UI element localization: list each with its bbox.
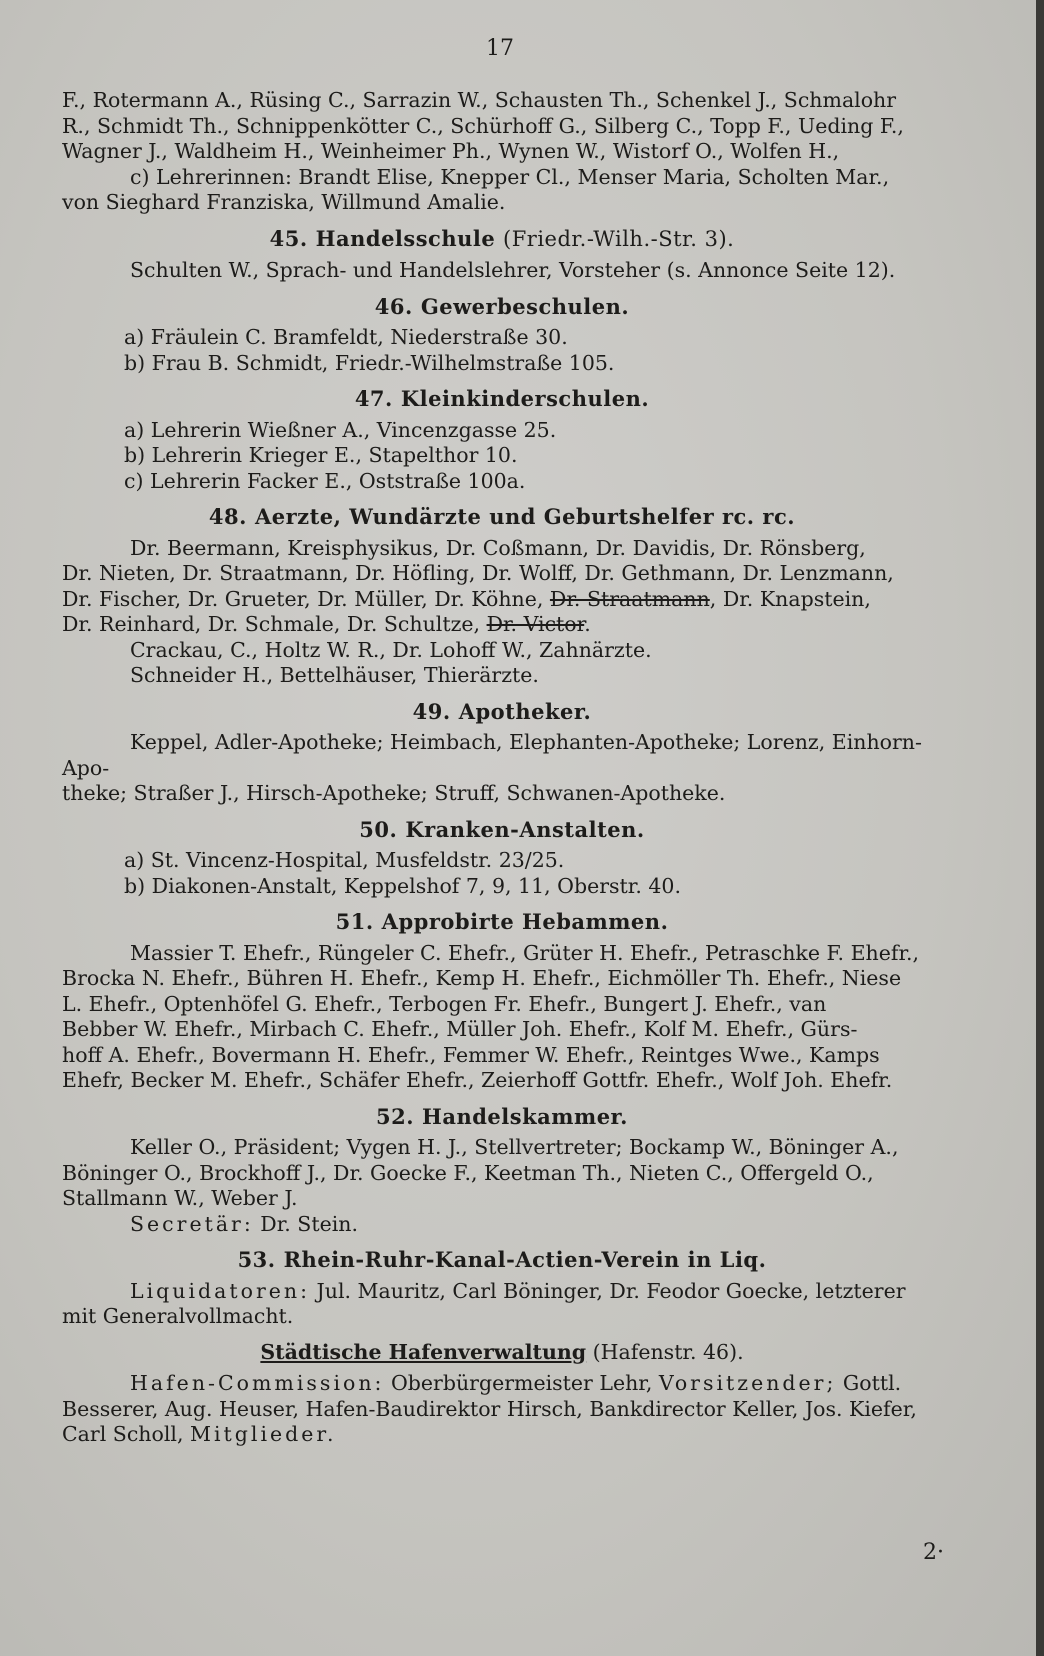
- text-line: [62, 1212, 942, 1238]
- text-line: [62, 1371, 942, 1397]
- section-number: 51.: [335, 909, 374, 934]
- commission-label: Hafen-Commission:: [130, 1371, 385, 1395]
- section-number: 45.: [269, 225, 308, 251]
- role-label: Mitglieder.: [190, 1422, 337, 1446]
- list-item: c) Lehrerin Facker E., Oststraße 100a.: [124, 468, 526, 493]
- section-heading-48: [62, 504, 942, 530]
- text-line: c) Lehrerinnen: Brandt Elise, Knepper Cl., Menser Maria, Scholten Mar.,: [130, 164, 890, 189]
- text-segment: .: [584, 612, 591, 636]
- struck-out-text: Dr. Victor: [486, 612, 585, 636]
- text-line: Bebber W. Ehefr., Mirbach C. Ehefr., Müller Joh. Ehefr., Kolf M. Ehefr., Gürs-: [62, 1017, 858, 1041]
- text-line: Dr. Nieten, Dr. Straatmann, Dr. Höfling, Dr. Wolff, Dr. Gethmann, Dr. Lenzmann,: [62, 561, 894, 585]
- text-line: [62, 612, 942, 638]
- text-segment: Jul. Mauritz, Carl Böninger, Dr. Feodor Goecke, letzterer: [310, 1278, 906, 1303]
- text-line: Keller O., Präsident; Vygen H. J., Stellvertreter; Bockamp W., Böninger A.,: [130, 1135, 899, 1159]
- secretary-label: Secretär:: [130, 1211, 254, 1236]
- text-line: [62, 1422, 942, 1448]
- section-heading-hafenverwaltung: [62, 1340, 942, 1366]
- text-line: Stallmann W., Weber J.: [62, 1186, 298, 1210]
- text-line: Dr. Beermann, Kreisphysikus, Dr. Coßmann, Dr. Davidis, Dr. Rönsberg,: [130, 535, 866, 560]
- section-heading-47: [62, 386, 942, 412]
- section-number: 48.: [208, 504, 247, 529]
- list-item: b) Frau B. Schmidt, Friedr.-Wilhelmstraße 105.: [124, 350, 615, 375]
- list-item: b) Diakonen-Anstalt, Keppelshof 7, 9, 11, Oberstr. 40.: [124, 873, 681, 898]
- text-segment: Gottl.: [836, 1371, 902, 1395]
- section-heading-49: [62, 699, 942, 725]
- text-segment: Carl Scholl,: [62, 1422, 190, 1446]
- text-line: Schulten W., Sprach- und Handelslehrer, Vorsteher (s. Annonce Seite 12).: [130, 258, 896, 282]
- list-item: a) Fräulein C. Bramfeldt, Niederstraße 30.: [124, 325, 568, 349]
- section-heading-51: [62, 909, 942, 935]
- section-title: Approbirte Hebammen.: [381, 909, 669, 934]
- section-number: 49.: [412, 698, 451, 724]
- role-label: Vorsitzender;: [658, 1371, 837, 1395]
- text-line: Massier T. Ehefr., Rüngeler C. Ehefr., Grüter H. Ehefr., Petraschke F. Ehefr.,: [130, 940, 920, 965]
- list-item: a) Lehrerin Wießner A., Vincenzgasse 25.: [124, 417, 557, 442]
- text-segment: , Dr. Knapstein,: [709, 586, 871, 611]
- section-title: Kranken-Anstalten.: [405, 816, 645, 842]
- text-line: R., Schmidt Th., Schnippenkötter C., Schürhoff G., Silberg C., Topp F., Ueding F.,: [62, 113, 904, 138]
- section-number: 52.: [375, 1103, 415, 1129]
- section-heading-52: [62, 1104, 942, 1130]
- page-number: 17: [486, 36, 514, 61]
- text-line: mit Generalvollmacht.: [62, 1304, 294, 1328]
- intro-block: [62, 88, 942, 216]
- section-title: Kleinkinderschulen.: [400, 386, 650, 411]
- text-line: theke; Straßer J., Hirsch-Apotheke; Struff, Schwanen-Apotheke.: [62, 781, 726, 805]
- section-address: (Friedr.-Wilh.-Str. 3).: [503, 226, 735, 251]
- text-line: [62, 587, 942, 613]
- text-line: L. Ehefr., Optenhöfel G. Ehefr., Terbogen Fr. Ehefr., Bungert J. Ehefr., van: [62, 991, 827, 1016]
- section-heading-46: [62, 294, 942, 320]
- section-heading-45: [62, 226, 942, 253]
- section-title: Handelsschule: [315, 225, 496, 251]
- text-segment: Oberbürgermeister Lehr,: [384, 1371, 659, 1395]
- text-line: Böninger O., Brockhoff J., Dr. Goecke F., Keetman Th., Nieten C., Offergeld O.,: [62, 1160, 874, 1185]
- section-title: Handelskammer.: [422, 1103, 628, 1129]
- text-line: [62, 1279, 942, 1305]
- text-line: hoff A. Ehefr., Bovermann H. Ehefr., Femmer W. Ehefr., Reintges Wwe., Kamps: [62, 1042, 880, 1067]
- signature-mark: 2·: [923, 1540, 944, 1565]
- text-line: Crackau, C., Holtz W. R., Dr. Lohoff W., Zahnärzte.: [130, 637, 652, 662]
- section-number: 53.: [237, 1247, 276, 1272]
- struck-out-text: Dr. Straatmann: [549, 586, 710, 611]
- section-title: Rhein-Ruhr-Kanal-Actien-Verein in Liq.: [283, 1247, 767, 1272]
- section-number: 50.: [359, 816, 398, 842]
- section-title: Städtische Hafenverwaltung: [260, 1339, 587, 1364]
- list-item: a) St. Vincenz-Hospital, Musfeldstr. 23/25.: [124, 848, 565, 872]
- text-line: F., Rotermann A., Rüsing C., Sarrazin W., Schausten Th., Schenkel J., Schmalohr: [62, 88, 897, 112]
- text-line: Keppel, Adler-Apotheke; Heimbach, Elephanten-Apotheke; Lorenz, Einhorn-Apo-: [62, 730, 922, 780]
- text-segment: Dr. Reinhard, Dr. Schmale, Dr. Schultze,: [62, 612, 487, 636]
- section-title: Apotheker.: [458, 698, 592, 724]
- text-line: Brocka N. Ehefr., Bühren H. Ehefr., Kemp H. Ehefr., Eichmöller Th. Ehefr., Niese: [62, 966, 902, 990]
- section-title: Aerzte, Wundärzte und Geburtshelfer rc. rc.: [254, 504, 796, 529]
- text-line: Besserer, Aug. Heuser, Hafen-Baudirektor Hirsch, Bankdirector Keller, Jos. Kiefer,: [62, 1396, 917, 1421]
- liquidators-label: Liquidatoren:: [130, 1278, 311, 1303]
- text-line: von Sieghard Franziska, Willmund Amalie.: [62, 190, 506, 214]
- text-line: Wagner J., Waldheim H., Weinheimer Ph., Wynen W., Wistorf O., Wolfen H.,: [62, 139, 840, 163]
- text-line: Ehefr, Becker M. Ehefr., Schäfer Ehefr., Zeierhoff Gottfr. Ehefr., Wolf Joh. Ehefr.: [62, 1068, 893, 1092]
- list-item: b) Lehrerin Krieger E., Stapelthor 10.: [124, 443, 518, 467]
- text-segment: Dr. Fischer, Dr. Grueter, Dr. Müller, Dr. Köhne,: [62, 586, 550, 611]
- section-address: (Hafenstr. 46).: [586, 1339, 744, 1364]
- section-heading-50: [62, 817, 942, 843]
- text-line: Schneider H., Bettelhäuser, Thierärzte.: [130, 663, 539, 687]
- section-number: 47.: [354, 386, 393, 411]
- section-title: Gewerbeschulen.: [420, 293, 630, 319]
- section-number: 46.: [374, 293, 413, 319]
- page-content: [62, 88, 942, 1448]
- section-heading-53: [62, 1247, 942, 1273]
- secretary-name: Dr. Stein.: [253, 1211, 358, 1236]
